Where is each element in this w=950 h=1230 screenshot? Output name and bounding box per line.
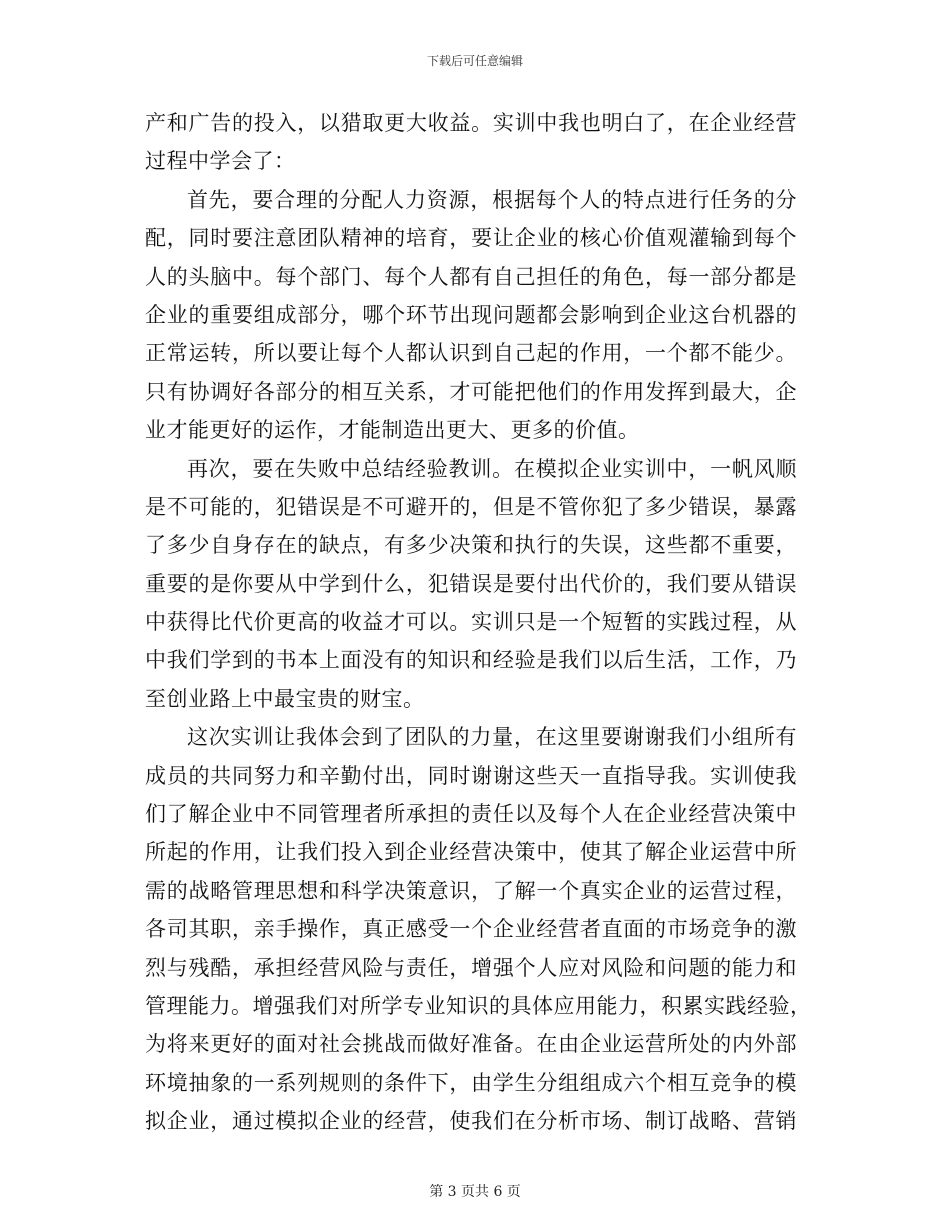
- text-line: 了多少自身存在的缺点，有多少决策和执行的失误，这些都不重要，: [145, 533, 797, 558]
- text-line: 至创业路上中最宝贵的财宝。: [145, 686, 425, 711]
- text-line: 业才能更好的运作，才能制造出更大、更多的价值。: [145, 418, 640, 443]
- text-line: 过程中学会了：: [145, 149, 296, 174]
- text-line: 中获得比代价更高的收益才可以。实训只是一个短暂的实践过程，从: [145, 610, 797, 635]
- text-line: 这次实训让我体会到了团队的力量，在这里要谢谢我们小组所有: [187, 725, 797, 750]
- text-line: 需的战略管理思想和科学决策意识，了解一个真实企业的运营过程，: [145, 878, 797, 903]
- text-line: 烈与残酷，承担经营风险与责任，增强个人应对风险和问题的能力和: [145, 955, 797, 980]
- text-line: 管理能力。增强我们对所学专业知识的具体应用能力，积累实践经验，: [145, 993, 812, 1018]
- text-line: 人的头脑中。每个部门、每个人都有自己担任的角色，每一部分都是: [145, 264, 797, 289]
- text-line: 配，同时要注意团队精神的培育，要让企业的核心价值观灌输到每个: [145, 226, 797, 251]
- text-line: 拟企业，通过模拟企业的经营，使我们在分析市场、制订战略、营销: [145, 1109, 797, 1134]
- text-line: 各司其职，亲手操作，真正感受一个企业经营者直面的市场竞争的激: [145, 917, 797, 942]
- text-line: 成员的共同努力和辛勤付出，同时谢谢这些天一直指导我。实训使我: [145, 763, 797, 788]
- text-line: 们了解企业中不同管理者所承担的责任以及每个人在企业经营决策中: [145, 802, 797, 827]
- text-line: 所起的作用，让我们投入到企业经营决策中，使其了解企业运营中所: [145, 840, 797, 865]
- text-line: 重要的是你要从中学到什么，犯错误是要付出代价的，我们要从错误: [145, 571, 797, 596]
- text-line: 再次，要在失败中总结经验教训。在模拟企业实训中，一帆风顺: [187, 456, 797, 481]
- document-body: [145, 104, 812, 1141]
- text-line: 是不可能的，犯错误是不可避开的，但是不管你犯了多少错误，暴露: [145, 494, 797, 519]
- text-line: 产和广告的投入，以猎取更大收益。实训中我也明白了，在企业经营: [145, 111, 797, 135]
- text-line: 企业的重要组成部分，哪个环节出现问题都会影响到企业这台机器的: [145, 302, 797, 327]
- text-line: 只有协调好各部分的相互关系，才可能把他们的作用发挥到最大，企: [145, 379, 797, 404]
- text-line: 为将来更好的面对社会挑战而做好准备。在由企业运营所处的内外部: [145, 1032, 797, 1057]
- text-line: 首先，要合理的分配人力资源，根据每个人的特点进行任务的分: [187, 187, 797, 212]
- text-line: 环境抽象的一系列规则的条件下，由学生分组组成六个相互竞争的模: [145, 1070, 797, 1095]
- text-line: 中我们学到的书本上面没有的知识和经验是我们以后生活，工作，乃: [145, 648, 797, 673]
- page-footer: 第 3 页共 6 页: [429, 1184, 521, 1200]
- text-line: 正常运转，所以要让每个人都认识到自己起的作用，一个都不能少。: [145, 341, 797, 366]
- page-header: 下载后可任意编辑: [426, 54, 523, 68]
